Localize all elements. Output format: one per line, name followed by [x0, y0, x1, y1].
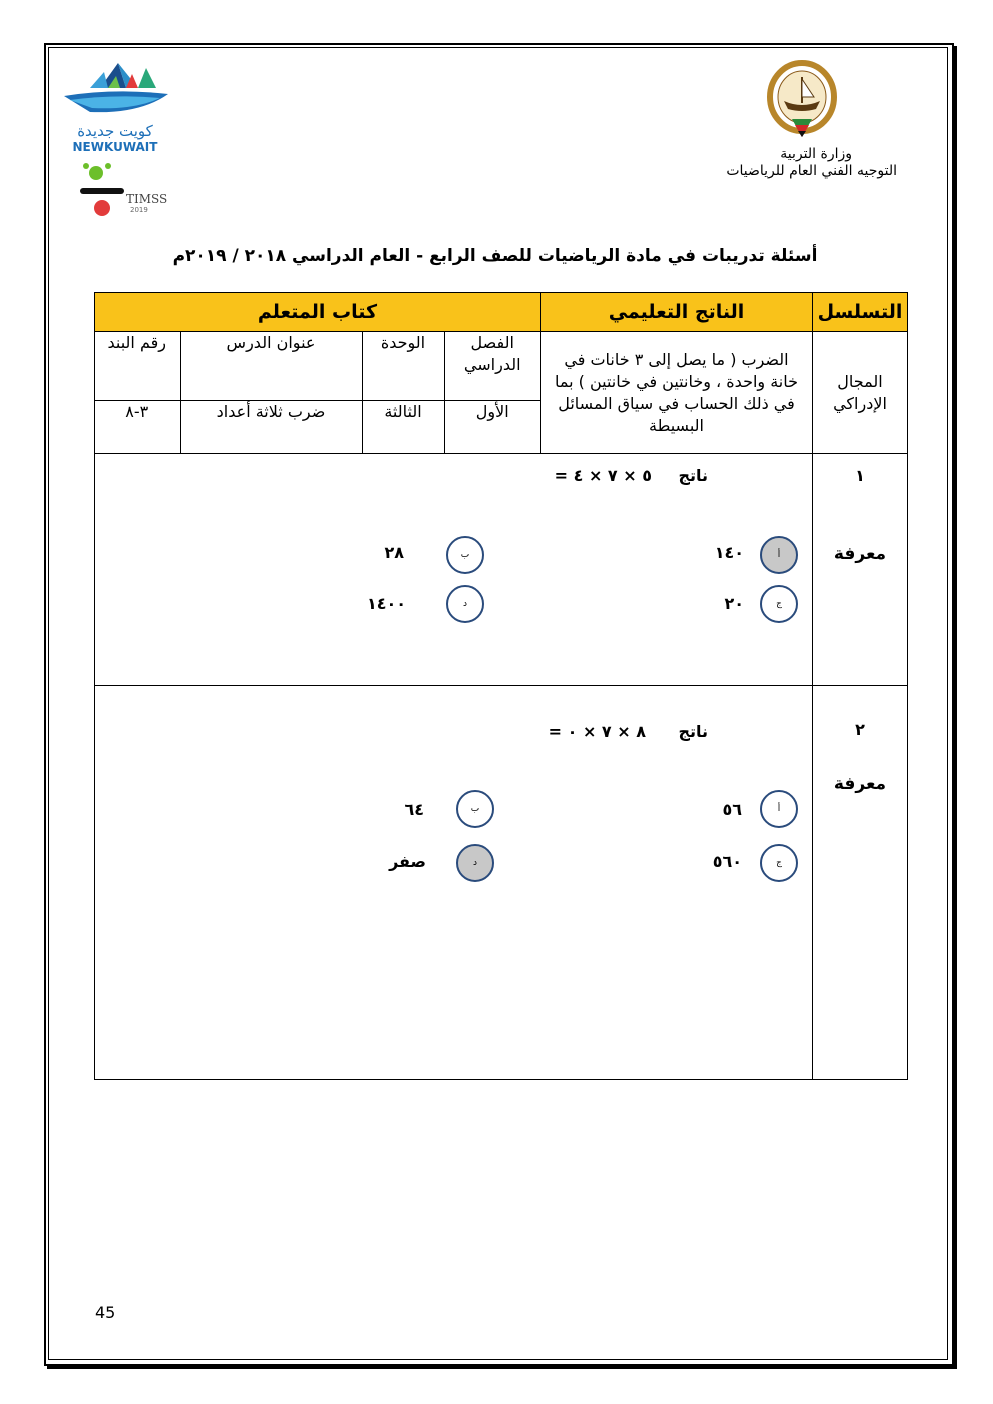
- question-expression: ٨ × ٧ × ٠ =: [548, 722, 646, 741]
- option-value-c: ٢٠: [724, 594, 744, 613]
- new-kuwait-logo: [60, 58, 180, 154]
- question-domain: معرفة: [833, 774, 887, 794]
- book-header-item: رقم البند: [94, 332, 180, 400]
- question-prompt: ناتج: [678, 466, 708, 485]
- option-circle-d[interactable]: د: [456, 844, 494, 882]
- outcome-text: الضرب ( ما يصل إلى ٣ خانات في خانة واحدة ، وخانتين في خانتين ) بما في ذلك الحساب في سياق المسائل البسيطة: [541, 332, 813, 454]
- header-book: كتاب المتعلم: [95, 293, 541, 332]
- option-circle-a[interactable]: أ: [760, 536, 798, 574]
- question-expression: ٥ × ٧ × ٤ =: [554, 466, 652, 485]
- book-info-table: [94, 332, 540, 453]
- option-value-b: ٦٤: [404, 800, 424, 819]
- book-value-item: ٣-٨: [94, 400, 180, 453]
- book-value-semester: الأول: [444, 400, 540, 453]
- new-kuwait-english: NEWKUWAIT: [72, 140, 158, 154]
- timss-year: 2019: [130, 206, 148, 214]
- new-kuwait-arabic: كويت جديدة: [77, 122, 153, 140]
- option-value-c: ٥٦٠: [712, 852, 742, 871]
- option-value-d: صفر: [389, 852, 426, 871]
- domain-label: المجال الإدراكي: [813, 332, 908, 454]
- question-domain: معرفة: [833, 544, 887, 564]
- book-header-lesson: عنوان الدرس: [180, 332, 362, 400]
- page-number: 45: [95, 1303, 116, 1322]
- header-sequence: التسلسل: [813, 293, 908, 332]
- question-meta: [813, 686, 908, 1080]
- questions-table: [94, 292, 908, 1080]
- book-value-lesson: ضرب ثلاثة أعداد: [180, 400, 362, 453]
- option-value-b: ٢٨: [384, 543, 404, 562]
- option-value-a: ١٤٠: [714, 543, 744, 562]
- option-circle-d[interactable]: د: [446, 585, 484, 623]
- kuwait-emblem: [762, 57, 842, 145]
- book-header-unit: الوحدة: [362, 332, 444, 400]
- book-header-semester: الفصل الدراسي: [444, 332, 540, 400]
- timss-logo: [78, 160, 178, 220]
- option-circle-c[interactable]: ج: [760, 585, 798, 623]
- option-circle-a[interactable]: أ: [760, 790, 798, 828]
- option-value-a: ٥٦: [722, 800, 742, 819]
- ministry-name: وزارة التربية: [780, 146, 852, 162]
- option-circle-b[interactable]: ب: [456, 790, 494, 828]
- book-value-unit: الثالثة: [362, 400, 444, 453]
- question-body: [95, 454, 813, 686]
- question-meta: [813, 454, 908, 686]
- question-number: ٢: [855, 720, 865, 739]
- page-title: أسئلة تدريبات في مادة الرياضيات للصف الرابع - العام الدراسي ٢٠١٨ / ٢٠١٩م: [172, 246, 818, 266]
- question-row: [95, 454, 908, 686]
- department-name: التوجيه الفني العام للرياضيات: [726, 163, 897, 179]
- ministry-heading: [726, 146, 897, 180]
- option-circle-c[interactable]: ج: [760, 844, 798, 882]
- question-body: [95, 686, 813, 1080]
- timss-label: TIMSS: [126, 192, 168, 206]
- question-prompt: ناتج: [678, 722, 708, 741]
- book-info: [95, 332, 541, 454]
- option-value-d: ١٤٠٠: [366, 594, 406, 613]
- question-row: [95, 686, 908, 1080]
- header-outcome: الناتج التعليمي: [541, 293, 813, 332]
- question-number: ١: [855, 466, 865, 485]
- option-circle-b[interactable]: ب: [446, 536, 484, 574]
